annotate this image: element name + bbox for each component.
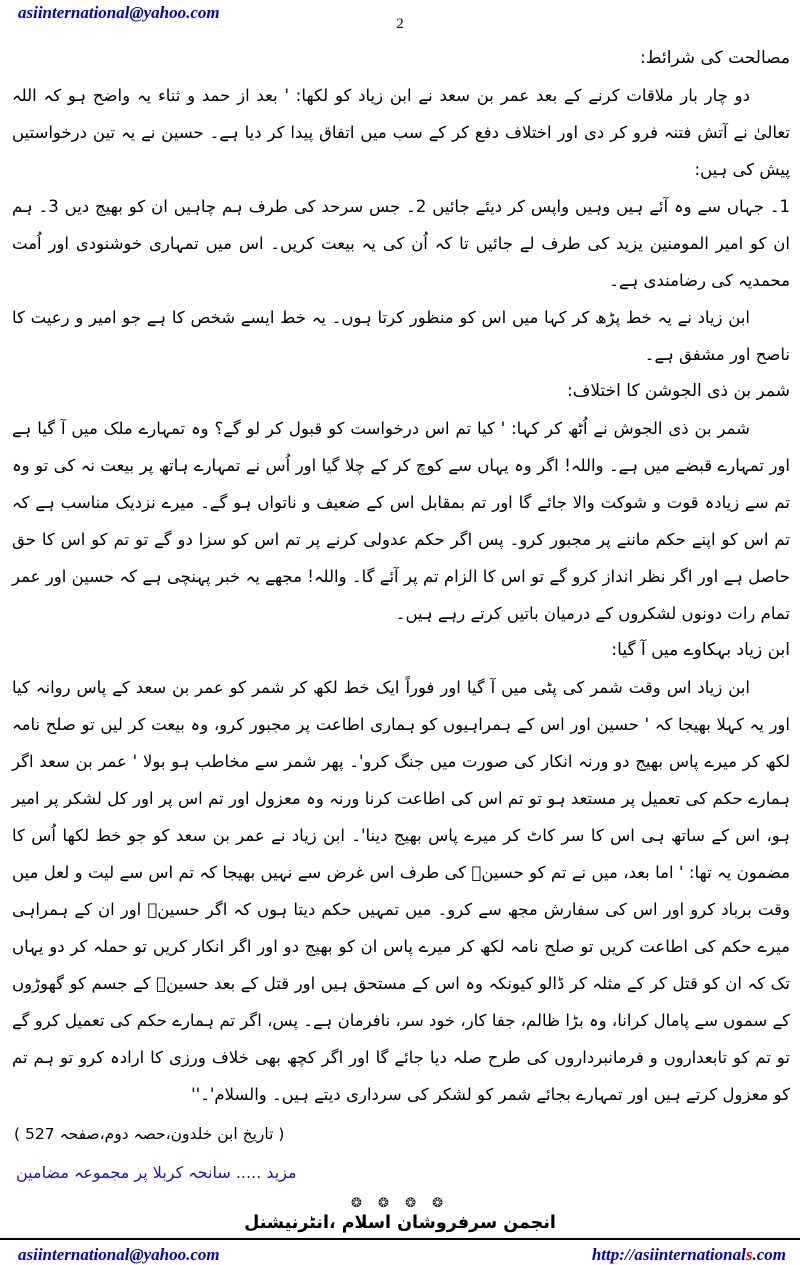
- paragraph-ibn-ziyad-approval: ابن زیاد نے یہ خط پڑھ کر کہا میں اس کو منظور کرتا ہوں۔ یہ خط ایسے شخص کا ہے جو امیر و رعیت کا ناصح اور مشفق ہے۔: [12, 308, 790, 364]
- url-tld-text: .com: [752, 1245, 786, 1264]
- footer-email-link[interactable]: asiinternational@yahoo.com: [18, 1245, 220, 1264]
- section-heading-shimr-dispute: شمر بن ذی الجوشن کا اختلاف:: [567, 381, 790, 401]
- page-number: 2: [396, 16, 404, 32]
- section-heading-reconciliation-terms: مصالحت کی شرائط:: [640, 48, 790, 68]
- paragraph-ibn-ziyad-orders: ابن زیاد اس وقت شمر کی پٹی میں آ گیا اور فوراً ایک خط لکھ کر شمر کو عمر بن سعد کے پاس روانہ کیا اور یہ کہلا بھیجا کہ ' حسین اور اس کے ہمراہیوں کو ہماری اطاعت پر مجبور کرو، وہ بیعت کر لیں تو صلح نامہ لکھ کر میرے پاس بھیج دو ورنہ انکار کی صورت میں جنگ کرو'۔ پھر شمر سے مخاطب ہو بولا ' عمر بن سعد اگر ہمارے حکم کی تعمیل پر مستعد ہو تو تم اس کی اطاعت کرنا ورنہ وہ معزول اور تم اس پر اور کل لشکر پر امیر ہو، اس کے ساتھ ہی اس کا سر کاٹ کر میرے پاس بھیج دینا'۔ ابن زیاد نے عمر بن سعد کو جو خط لکھا اُس کا مضمون یہ تھا: ' اما بعد، میں نے تم کو حسینؑ کی طرف اس غرض سے نہیں بھیجا کہ تم اس سے لیت و لعل میں وقت برباد کرو اور اس کی سفارش مجھ سے کرو۔ میں تمہیں حکم دیتا ہوں کہ اگر حسینؑ اور ان کے ہمراہی میرے حکم کی اطاعت کریں تو صلح نامہ لکھ کر میرے پاس ان کو بھیج دو اور اگر انکار کریں تو حملہ کر دو یہاں تک کہ ان کو قتل کر کے مثلہ کر ڈالو کیونکہ وہ اس کے مستحق ہیں اور قتل کے بعد حسینؑ کے جسم کو گھوڑوں کے سموں سے پامال کرانا، وہ بڑا ظالم، جفا کار، خود سر، نافرمان ہے۔ پس، اگر تم ہمارے حکم کی تعمیل کرو گے تو تم کو تابعداروں و فرمانبرداروں کی طرح صلہ دیا جائے گا اور اگر کچھ بھی خلاف ورزی کا ارادہ کرو تو ہم تم کو معزول کرتے ہیں اور تمہارے بجائے شمر کو لشکر کی سرداری دیتے ہیں۔ والسلام'۔'': [12, 678, 790, 1104]
- more-articles-link[interactable]: مزید ..... سانحہ کربلا پر مجموعہ مضامین: [16, 1163, 297, 1182]
- flower-ornament-row: ❂ ❂ ❂ ❂: [351, 1196, 449, 1211]
- article-body: [12, 40, 790, 1113]
- page-footer: [0, 1240, 800, 1265]
- paragraph-three-requests: 1۔ جہاں سے وہ آئے ہیں وہیں واپس کر دیئے جائیں 2۔ جس سرحد کی طرف ہم چاہیں ان کو بھیج دیں 3۔ ہم ان کو امیر المومنین یزید کی طرف لے جائیں تا کہ اُن کی یہ بیعت کریں۔ اس میں تمہاری خوشنودی اور اُمت محمدیہ کی رضامندی ہے۔: [12, 197, 790, 290]
- paragraph-letter-intro: دو چار بار ملاقات کرنے کے بعد عمر بن سعد نے ابن زیاد کو لکھا: ' بعد از حمد و ثناء یہ واضح ہو کہ اللہ تعالیٰ نے آتش فتنہ فرو کر دی اور اختلاف دفع کر کے سب میں اتفاق پیدا کر دیا ہے۔ حسین نے یہ تین درخواستیں پیش کی ہیں:: [12, 86, 790, 179]
- section-heading-ibn-ziyad-misled: ابن زیاد بہکاوے میں آ گیا:: [611, 640, 790, 660]
- citation-reference: ( تاریخ ابن خلدون،حصہ دوم،صفحہ 527 ): [14, 1125, 285, 1143]
- url-s-highlight: s: [745, 1245, 753, 1264]
- footer-site-link[interactable]: [592, 1245, 786, 1265]
- page-header: [0, 0, 800, 38]
- organization-name: انجمن سرفروشان اسلام ،انٹرنیشنل: [244, 1213, 556, 1233]
- header-email-link[interactable]: asiinternational@yahoo.com: [18, 3, 220, 22]
- paragraph-shimr-speech: شمر بن ذی الجوش نے اُٹھ کر کہا: ' کیا تم اس درخواست کو قبول کر لو گے؟ وہ تمہارے ملک میں آ گیا ہے اور تمہارے قبضے میں ہے۔ واللہ! اگر وہ یہاں سے کوچ کر کے چلا گیا اور اُس نے تمہارے ہاتھ پر بیعت نہ کی تو وہ تم سے زیادہ قوت و شوکت والا جائے گا اور تم بمقابل اس کے ضعیف و ناتواں ہو گے۔ میرے نزدیک مناسب ہے کہ تم اس کو اپنے حکم ماننے پر مجبور کرو۔ پس اگر حکم عدولی کرنے پر تم اس کو سزا دو گے تو تم کو اس کا حق حاصل ہے اور اگر نظر انداز کرو گے تو اس کا الزام تم پر آئے گا۔ واللہ! مجھے یہ خبر پہنچی ہے کہ حسین اور عمر تمام رات دونوں لشکروں کے درمیان باتیں کرتے رہے ہیں۔: [12, 419, 790, 623]
- url-main-text: http://asiinternational: [591, 1245, 746, 1264]
